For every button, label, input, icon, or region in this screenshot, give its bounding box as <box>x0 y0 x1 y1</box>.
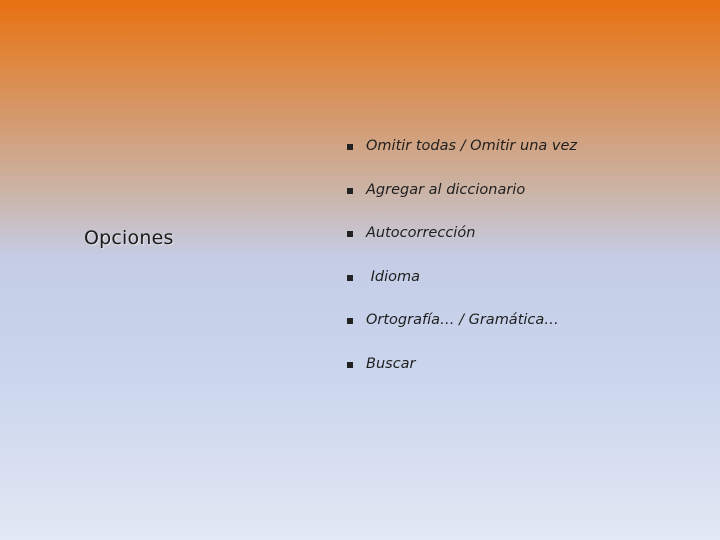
list-item <box>347 356 577 400</box>
list-item <box>347 138 577 182</box>
square-bullet-icon <box>347 275 353 281</box>
list-item <box>347 182 577 226</box>
list-item-label: Agregar al diccionario <box>366 181 526 198</box>
list-item-label: Ortografía… / Gramática… <box>366 312 559 328</box>
square-bullet-icon <box>347 144 353 150</box>
list-item <box>347 312 577 356</box>
square-bullet-icon <box>347 362 353 368</box>
list-item <box>347 269 577 313</box>
list-item-label: Idioma <box>366 268 420 285</box>
list-item-label: Autocorrección <box>366 225 476 241</box>
square-bullet-icon <box>347 318 353 324</box>
square-bullet-icon <box>347 188 353 194</box>
list-item <box>347 225 577 269</box>
options-list <box>347 138 577 399</box>
square-bullet-icon <box>347 231 353 237</box>
list-item-label: Buscar <box>366 355 416 372</box>
slide-heading: Opciones <box>84 227 174 249</box>
list-item-label: Omitir todas / Omitir una vez <box>366 138 577 154</box>
